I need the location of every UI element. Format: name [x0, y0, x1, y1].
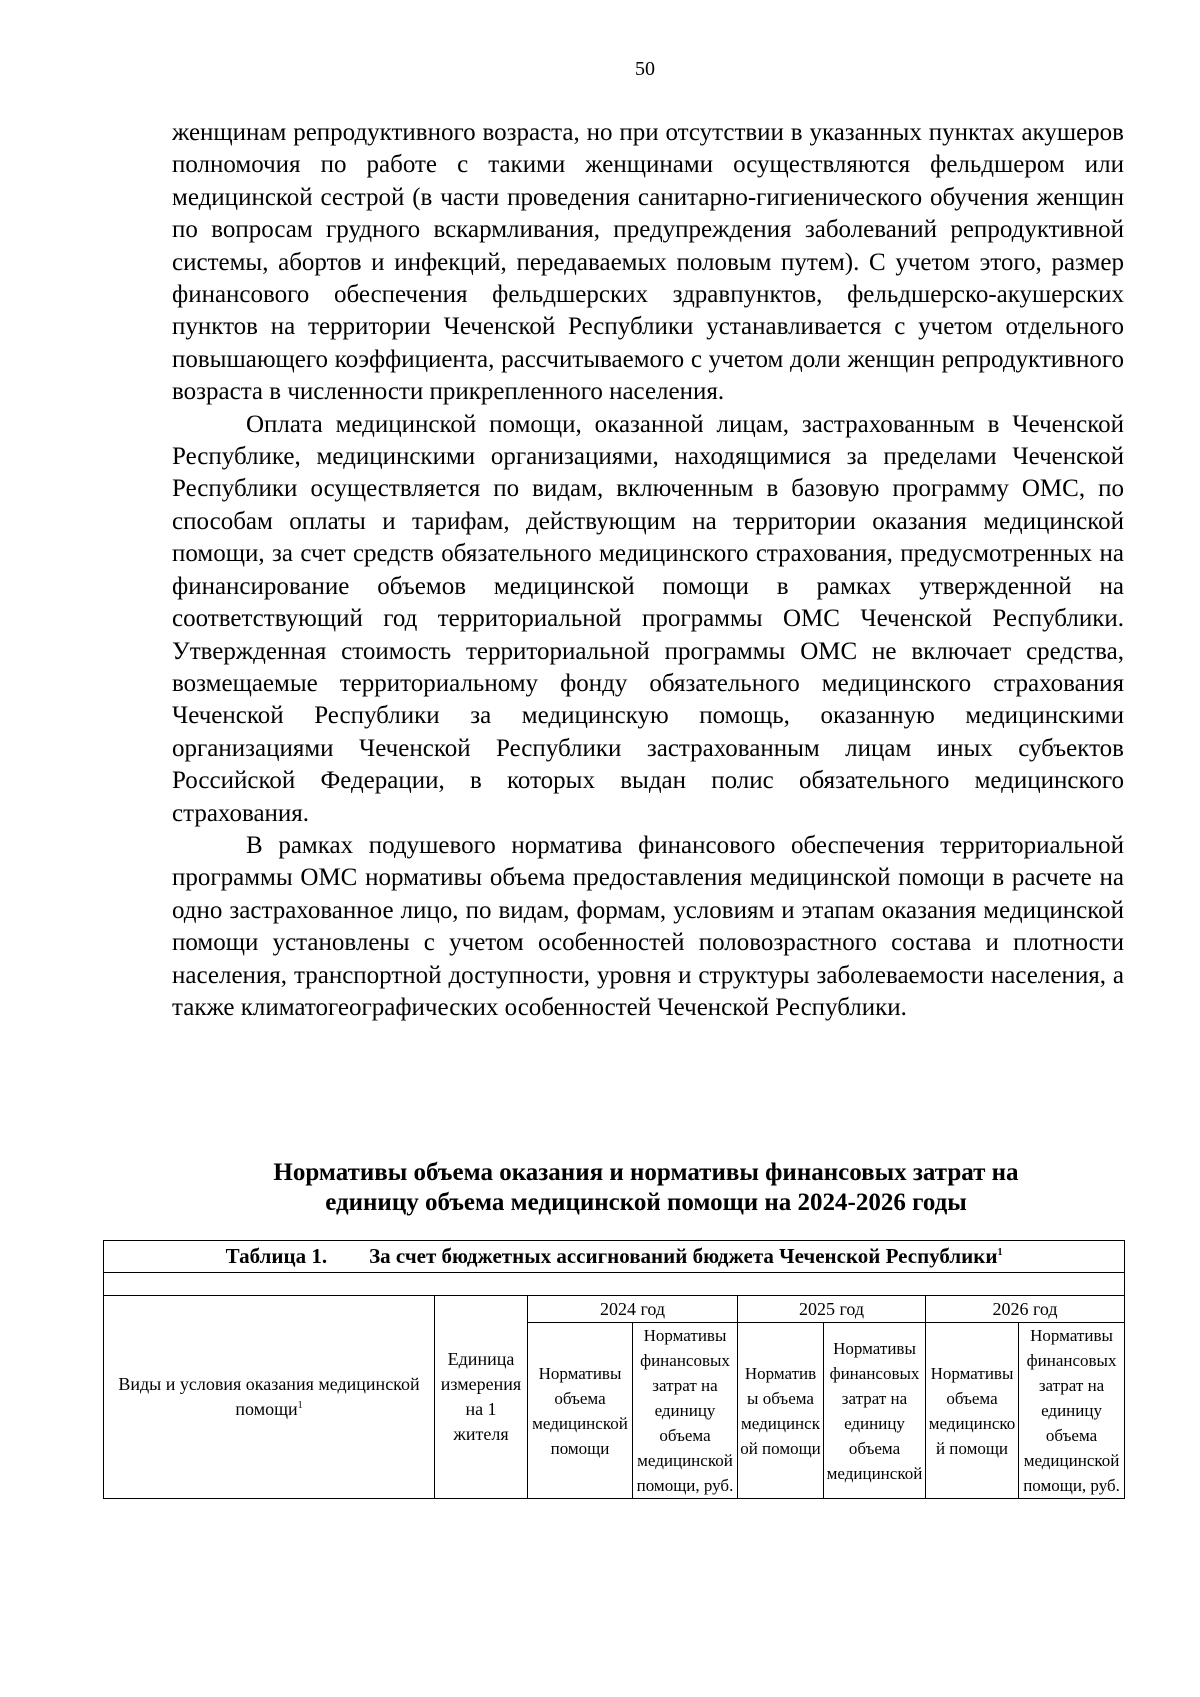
header-2026-cost: Нормативы финансовых затрат на единицу объема медицинской помощи, руб. [1019, 1323, 1125, 1499]
header-2024-volume: Нормативы объема медицинской помощи [528, 1323, 633, 1499]
section-heading-line-1: Нормативы объема оказания и нормативы финансовых затрат на [273, 1159, 1019, 1186]
table-year-row [104, 1296, 1125, 1323]
paragraph-2: Оплата медицинской помощи, оказанной лицам, застрахованным в Чеченской Республике, медицинскими организациями, находящимися за пределами Чеченской Республики осуществляется по видам, включенным в базовую программу ОМС, по способам оплаты и тарифам, действующим на территории оказания медицинской помощи, за счет средств обязательного медицинского страхования, предусмотренных на финансирование объемов медицинской помощи в рамках утвержденной на соответствующий год территориальной программы ОМС Чеченской Республики. Утвержденная стоимость территориальной программы ОМС не включает средства, возмещаемые территориальному фонду обязательного медицинского страхования Чеченской Республики за медицинскую помощь, оказанную медицинскими организациями Чеченской Республики застрахованным лицам иных субъектов Российской Федерации, в которых выдан полис обязательного медицинского страхования. [172, 410, 1124, 827]
paragraph-3: В рамках подушевого норматива финансового обеспечения территориальной программы ОМС нормативы объема предоставления медицинской помощи в расчете на одно застрахованное лицо, по видам, формам, условиям и этапам оказания медицинской помощи установлены с учетом особенностей половозрастного состава и плотности населения, транспортной доступности, уровня и структуры заболеваемости населения, а также климатогеографических особенностей Чеченской Республики. [172, 831, 1124, 1021]
document-body [172, 117, 1124, 1024]
page-number: 50 [635, 58, 655, 80]
table-empty-row [104, 1273, 1125, 1296]
header-2026-volume: Нормативы объема медицинской помощи [926, 1323, 1019, 1499]
header-medical-care-type: Виды и условия оказания медицинской помощи$^1$ [104, 1296, 435, 1499]
header-year-2025: 2025 год [738, 1296, 926, 1323]
header-year-2026: 2026 год [926, 1296, 1125, 1323]
table-caption [104, 1241, 1125, 1273]
footnote-marker: 1 [297, 1400, 303, 1411]
footnote-marker: 1 [997, 1247, 1003, 1258]
section-heading-line-2: единицу объема медицинской помощи на 2024-2026 годы [325, 1189, 967, 1216]
table-caption-text: За счет бюджетных ассигнований бюджета Чеченской Республики [369, 1244, 998, 1268]
header-year-2024: 2024 год [528, 1296, 738, 1323]
paragraph-1: женщинам репродуктивного возраста, но при отсутствии в указанных пунктах акушеров полномочия по работе с такими женщинами осуществляются фельдшером или медицинской сестрой (в части проведения санитарно-гигиенического обучения женщин по вопросам грудного вскармливания, предупреждения заболеваний репродуктивной системы, абортов и инфекций, передаваемых половым путем). С учетом этого, размер финансового обеспечения фельдшерских здравпунктов, фельдшерско-акушерских пунктов на территории Чеченской Республики устанавливается с учетом отдельного повышающего коэффициента, рассчитываемого с учетом доли женщин репродуктивного возраста в численности прикрепленного населения. [172, 119, 1124, 406]
header-2024-cost: Нормативы финансовых затрат на единицу объема медицинской помощи, руб. [633, 1323, 738, 1499]
table-caption-label: Таблица 1. [225, 1244, 328, 1268]
header-2025-cost: Нормативы финансовых затрат на единицу объема медицинской [824, 1323, 926, 1499]
norms-table [103, 1240, 1125, 1499]
header-unit: Единица измерения на 1 жителя [435, 1296, 528, 1499]
section-heading [140, 1158, 1152, 1218]
header-2025-volume: Нормативы объема медицинской помощи [738, 1323, 824, 1499]
